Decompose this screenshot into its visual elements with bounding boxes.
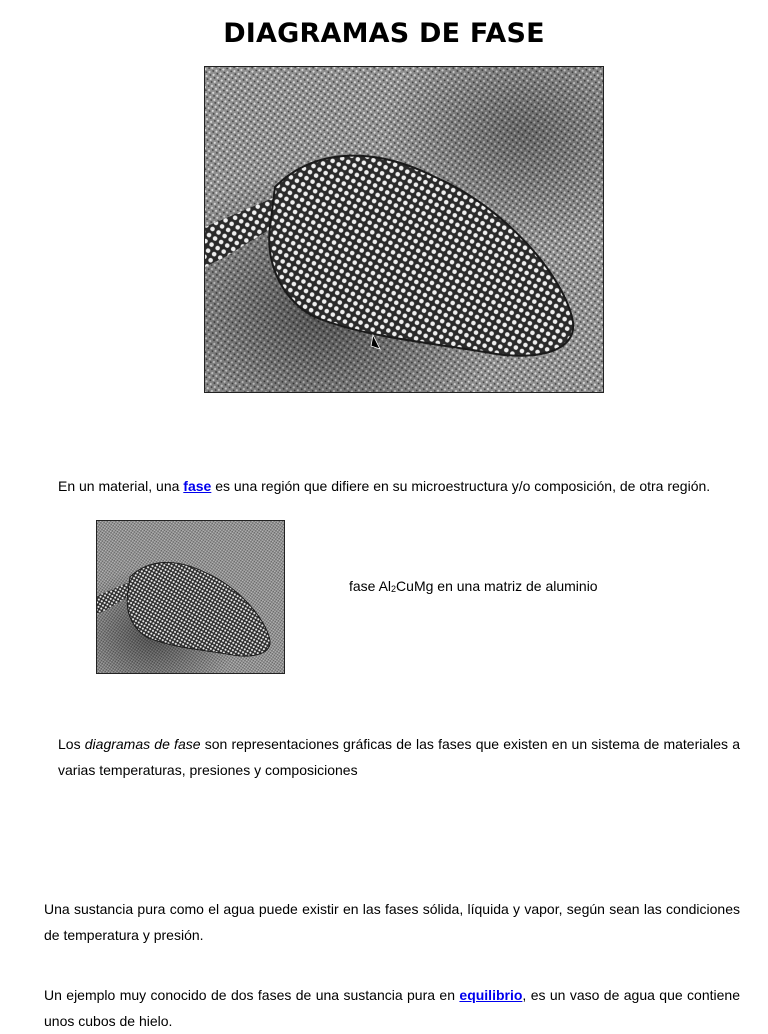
phase-diagram-paragraph	[58, 731, 740, 783]
image-caption	[349, 573, 729, 602]
caption-text: fase Al	[349, 578, 392, 594]
paragraph-text: son representaciones gráficas de las fases que existen en un sistema de materiales a varias temperaturas, presiones y composiciones	[58, 736, 740, 778]
equilibrio-link[interactable]: equilibrio	[459, 987, 523, 1003]
subscript: 2	[391, 584, 397, 594]
phase-definition-paragraph	[58, 473, 748, 499]
fase-link[interactable]: fase	[183, 478, 212, 494]
micrograph-image	[204, 66, 604, 393]
paragraph-text: Los	[58, 736, 85, 752]
paragraph-text: En un material, una	[58, 478, 184, 494]
paragraph-text: Un ejemplo muy conocido de dos fases de una sustancia pura en	[44, 987, 460, 1003]
caption-text: CuMg en una matriz de aluminio	[396, 578, 598, 594]
paragraph-text: , es un vaso de agua que contiene unos cubos de hielo.	[44, 987, 740, 1029]
paragraph-text: es una región que difiere en su microestructura y/o composición, de otra región.	[211, 478, 711, 494]
emphasis-text: diagramas de fase	[84, 736, 201, 752]
pure-substance-paragraph: Una sustancia pura como el agua puede existir en las fases sólida, líquida y vapor, según sean las condiciones de temperatura y presión.	[44, 901, 740, 943]
micrograph-thumbnail	[96, 520, 285, 674]
page-title: DIAGRAMAS DE FASE	[223, 18, 545, 49]
equilibrium-paragraph	[44, 982, 740, 1034]
